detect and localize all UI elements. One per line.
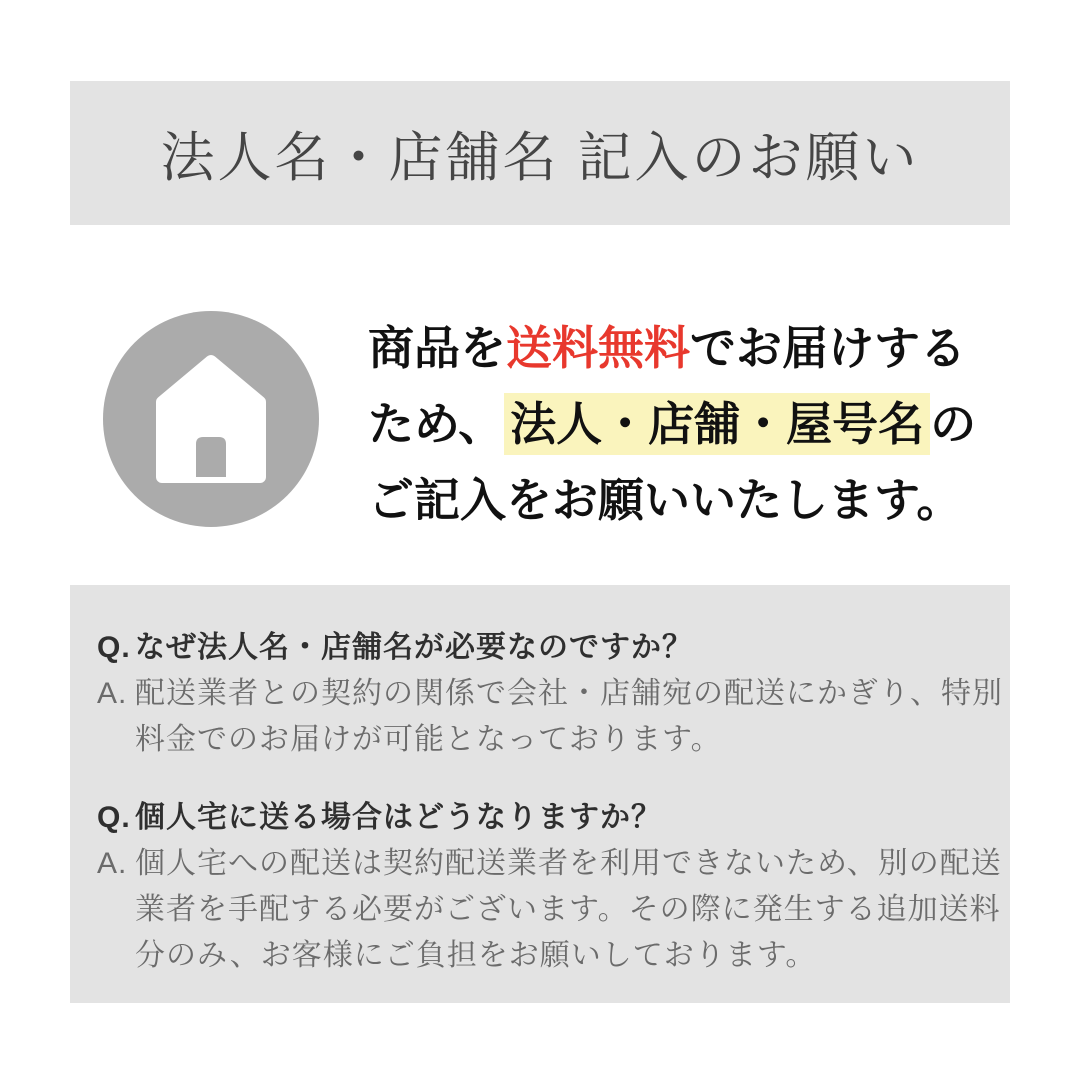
question-prefix: Q.: [97, 631, 131, 664]
answer-text: [135, 841, 1002, 979]
notice-line2-post: の: [930, 398, 977, 450]
notice-line1-pre: 商品を: [368, 322, 506, 374]
header-banner: [70, 81, 1010, 225]
notice-line-2: [368, 386, 976, 462]
notice-line-1: [368, 310, 976, 386]
answer-text: [135, 671, 1003, 763]
faq-answer: [97, 671, 1003, 763]
notice-line1-post: でお届けする: [690, 322, 966, 374]
answer-prefix: A.: [97, 847, 128, 880]
faq-item-1: [97, 625, 1003, 763]
question-prefix: Q.: [97, 801, 131, 834]
notice-line2-pre: ため、: [368, 398, 505, 450]
answer-line: 料金でのお届けが可能となっております。: [135, 723, 722, 756]
faq-answer: [97, 841, 1002, 979]
answer-prefix: A.: [97, 677, 128, 710]
notice-message: [368, 310, 976, 538]
highlighted-name-types-text: 法人・店舗・屋号名: [504, 393, 930, 455]
answer-line: 配送業者との契約の関係で会社・店舗宛の配送にかぎり、特別: [135, 677, 1003, 710]
answer-line: 個人宅への配送は契約配送業者を利用できないため、別の配送: [135, 847, 1002, 880]
answer-line: 分のみ、お客様にご負担をお願いしております。: [135, 939, 817, 972]
question-text: 個人宅に送る場合はどうなりますか？: [135, 801, 662, 834]
page-title: 法人名・店舗名 記入のお願い: [160, 127, 920, 188]
answer-line: 業者を手配する必要がございます。その際に発生する追加送料: [135, 893, 1001, 926]
faq-item-2: [97, 795, 1002, 979]
faq-question: [97, 795, 990, 841]
faq-question: [97, 625, 990, 671]
house-glyph: [103, 311, 319, 527]
faq-section: [70, 585, 1010, 1003]
home-icon: [103, 311, 319, 527]
notice-line3-text: ご記入をお願いいたします。: [368, 474, 963, 526]
question-text: なぜ法人名・店舗名が必要なのですか？: [135, 631, 693, 664]
free-shipping-text: 送料無料: [506, 322, 690, 374]
notice-line-3: [368, 462, 976, 538]
